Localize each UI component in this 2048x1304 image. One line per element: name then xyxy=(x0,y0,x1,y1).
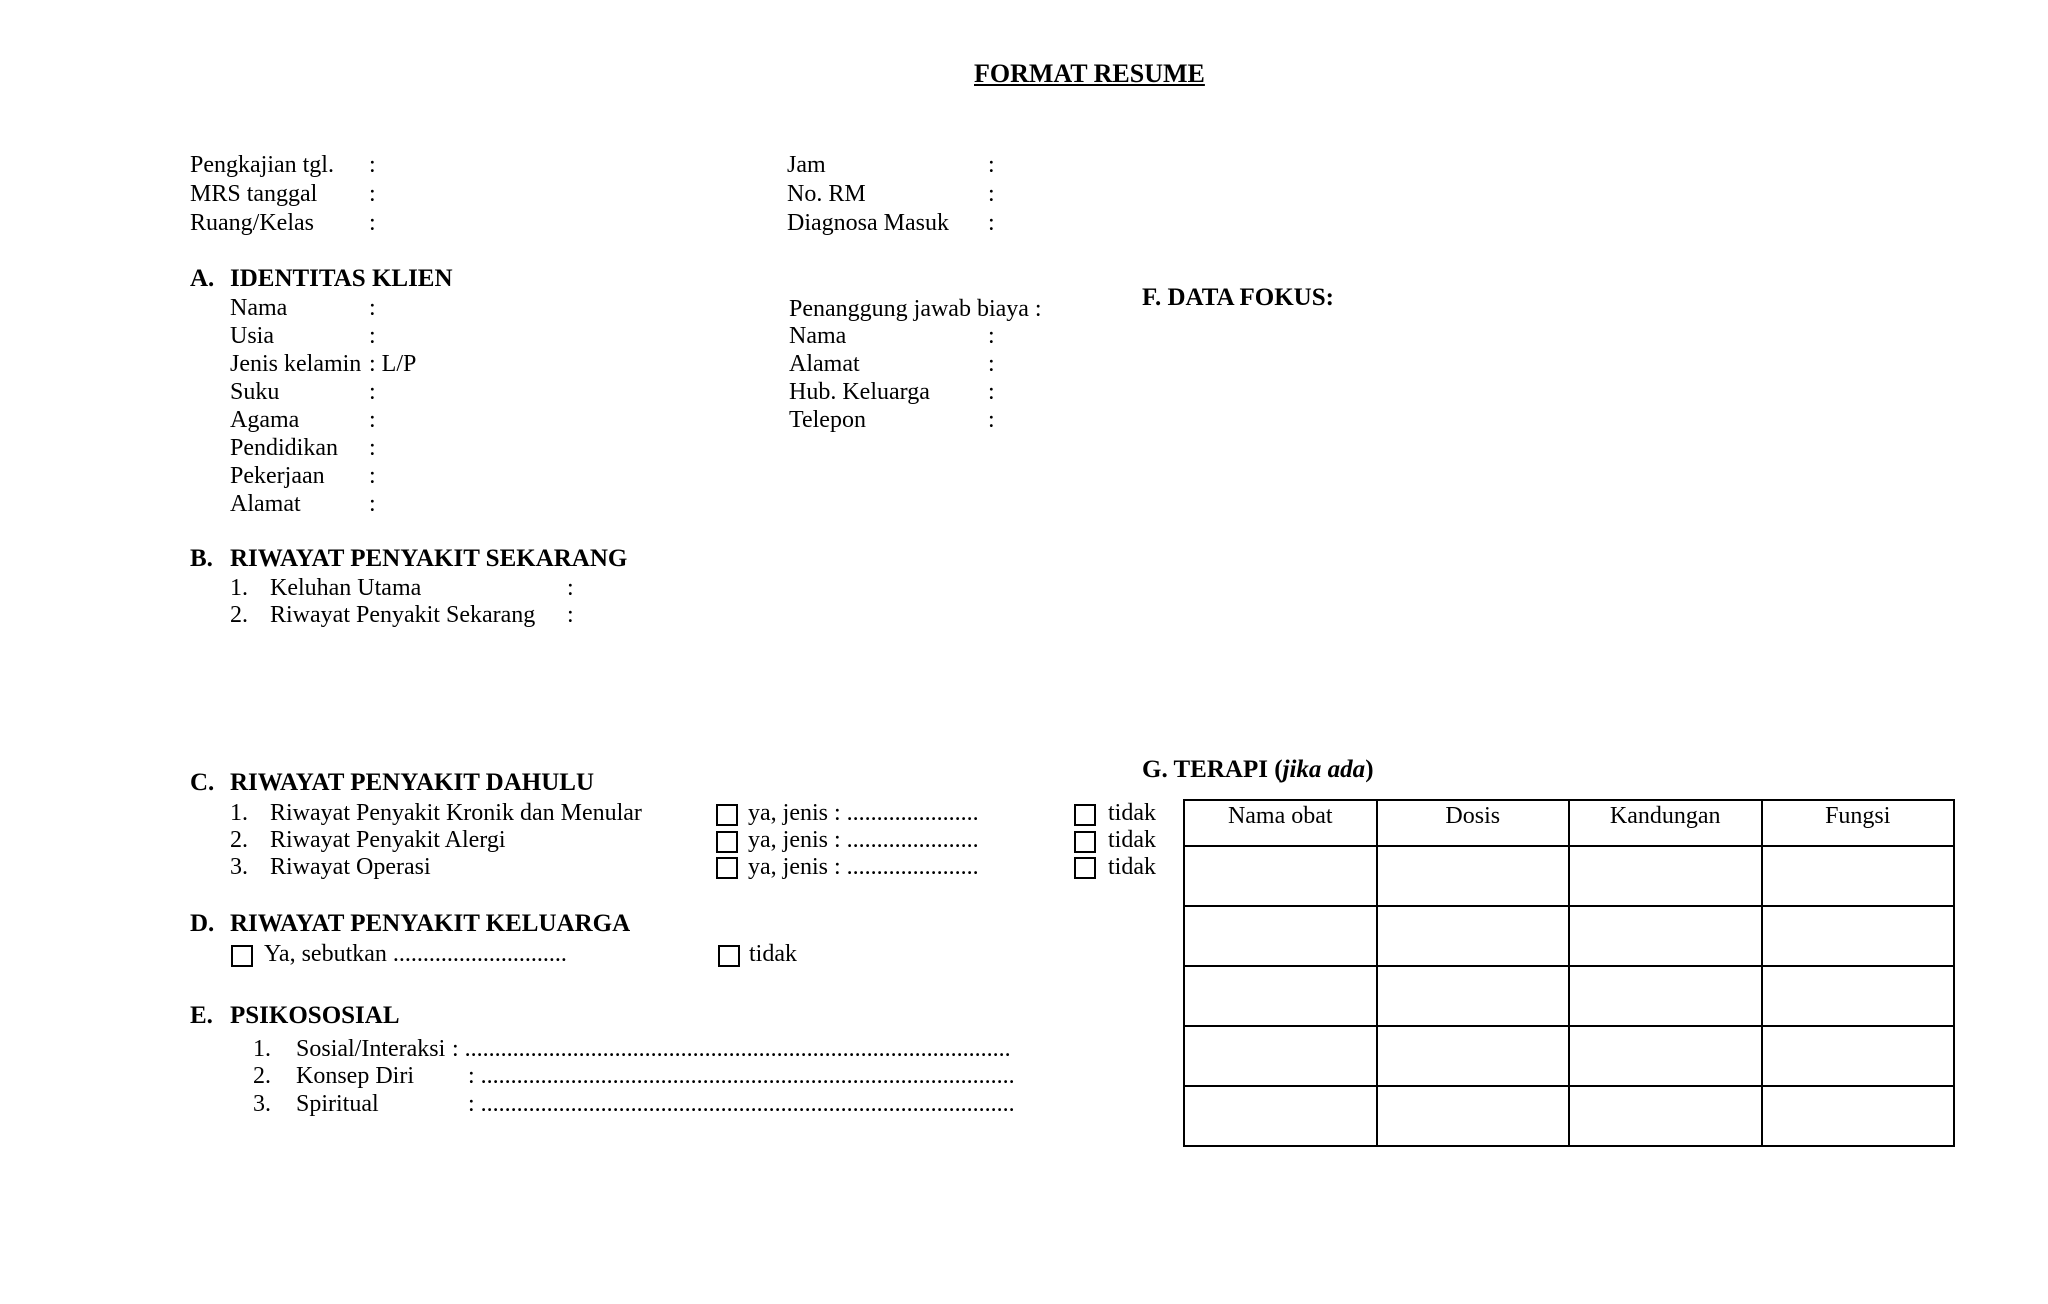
c-item-1-num: 1. xyxy=(230,800,248,826)
c-item-3-yes-checkbox[interactable] xyxy=(716,857,738,879)
jenis-kelamin-sep: : L/P xyxy=(369,351,417,377)
c-item-1-no-checkbox[interactable] xyxy=(1074,804,1096,826)
col-dosis: Dosis xyxy=(1377,800,1570,846)
table-cell[interactable] xyxy=(1569,1086,1762,1146)
c-item-3-label: Riwayat Operasi xyxy=(270,854,431,880)
agama-label: Agama xyxy=(230,407,300,433)
diagnosa-sep: : xyxy=(988,210,995,236)
pj-hub-label: Hub. Keluarga xyxy=(789,379,930,405)
section-g-title-main: G. TERAPI ( xyxy=(1142,756,1283,783)
section-g-title-end: ) xyxy=(1365,756,1374,783)
table-cell[interactable] xyxy=(1377,966,1570,1026)
jam-label: Jam xyxy=(787,152,826,178)
section-c-title: RIWAYAT PENYAKIT DAHULU xyxy=(230,769,595,796)
pekerjaan-sep: : xyxy=(369,463,376,489)
pengkajian-sep: : xyxy=(369,152,376,178)
d-no-label: tidak xyxy=(749,941,797,967)
c-item-2-yes-label: ya, jenis : ...................... xyxy=(748,827,979,853)
pj-telepon-label: Telepon xyxy=(789,407,866,433)
agama-sep: : xyxy=(369,407,376,433)
e-item-3-label: Spiritual xyxy=(296,1091,379,1117)
alamat-sep: : xyxy=(369,491,376,517)
table-row xyxy=(1184,966,1954,1026)
terapi-table xyxy=(1183,799,1955,1147)
table-cell[interactable] xyxy=(1569,906,1762,966)
table-cell[interactable] xyxy=(1762,906,1955,966)
suku-label: Suku xyxy=(230,379,280,405)
c-item-1-yes-checkbox[interactable] xyxy=(716,804,738,826)
penanggung-title: Penanggung jawab biaya : xyxy=(789,296,1042,322)
section-e-letter: E. xyxy=(190,1002,213,1029)
e-item-3-num: 3. xyxy=(253,1091,271,1117)
e-item-3-value: : ......................................................................................... xyxy=(468,1091,1015,1117)
norm-label: No. RM xyxy=(787,181,866,207)
mrs-label: MRS tanggal xyxy=(190,181,318,207)
c-item-1-label: Riwayat Penyakit Kronik dan Menular xyxy=(270,800,642,826)
section-a-title: IDENTITAS KLIEN xyxy=(230,265,453,292)
usia-sep: : xyxy=(369,323,376,349)
c-item-1-no-label: tidak xyxy=(1108,800,1156,826)
b-item-1-num: 1. xyxy=(230,575,248,601)
c-item-2-no-checkbox[interactable] xyxy=(1074,831,1096,853)
c-item-1-yes-label: ya, jenis : ...................... xyxy=(748,800,979,826)
e-item-1-num: 1. xyxy=(253,1036,271,1062)
table-cell[interactable] xyxy=(1377,1086,1570,1146)
pendidikan-sep: : xyxy=(369,435,376,461)
table-cell[interactable] xyxy=(1377,906,1570,966)
b-item-1-label: Keluhan Utama xyxy=(270,575,422,601)
section-b-title: RIWAYAT PENYAKIT SEKARANG xyxy=(230,545,628,572)
section-g-title xyxy=(1142,756,1374,784)
table-cell[interactable] xyxy=(1184,966,1377,1026)
pekerjaan-label: Pekerjaan xyxy=(230,463,325,489)
mrs-sep: : xyxy=(369,181,376,207)
table-cell[interactable] xyxy=(1762,1086,1955,1146)
b-item-2-label: Riwayat Penyakit Sekarang xyxy=(270,602,536,628)
table-cell[interactable] xyxy=(1762,966,1955,1026)
norm-sep: : xyxy=(988,181,995,207)
c-item-3-num: 3. xyxy=(230,854,248,880)
terapi-header-row xyxy=(1184,800,1954,846)
table-row xyxy=(1184,906,1954,966)
ruang-label: Ruang/Kelas xyxy=(190,210,314,236)
d-no-checkbox[interactable] xyxy=(718,945,740,967)
c-item-2-label: Riwayat Penyakit Alergi xyxy=(270,827,506,853)
e-item-2-label: Konsep Diri xyxy=(296,1063,414,1089)
pengkajian-label: Pengkajian tgl. xyxy=(190,152,334,178)
section-f-title: F. DATA FOKUS: xyxy=(1142,284,1334,311)
section-a-letter: A. xyxy=(190,265,215,292)
table-cell[interactable] xyxy=(1569,966,1762,1026)
pj-telepon-sep: : xyxy=(988,407,995,433)
table-row xyxy=(1184,846,1954,906)
section-g-title-italic: jika ada xyxy=(1282,756,1366,783)
section-d-title: RIWAYAT PENYAKIT KELUARGA xyxy=(230,910,631,937)
pj-alamat-label: Alamat xyxy=(789,351,860,377)
nama-label: Nama xyxy=(230,295,288,321)
jam-sep: : xyxy=(988,152,995,178)
section-e-title: PSIKOSOSIAL xyxy=(230,1002,400,1029)
table-cell[interactable] xyxy=(1377,846,1570,906)
c-item-2-no-label: tidak xyxy=(1108,827,1156,853)
c-item-2-num: 2. xyxy=(230,827,248,853)
col-fungsi: Fungsi xyxy=(1762,800,1955,846)
section-b-letter: B. xyxy=(190,545,213,572)
col-kandungan: Kandungan xyxy=(1569,800,1762,846)
col-nama-obat: Nama obat xyxy=(1184,800,1377,846)
section-c-letter: C. xyxy=(190,769,215,796)
table-cell[interactable] xyxy=(1184,846,1377,906)
d-yes-checkbox[interactable] xyxy=(231,945,253,967)
ruang-sep: : xyxy=(369,210,376,236)
table-row xyxy=(1184,1026,1954,1086)
pj-hub-sep: : xyxy=(988,379,995,405)
table-row xyxy=(1184,1086,1954,1146)
c-item-3-no-checkbox[interactable] xyxy=(1074,857,1096,879)
pj-nama-label: Nama xyxy=(789,323,847,349)
b-item-2-sep: : xyxy=(567,602,574,628)
c-item-2-yes-checkbox[interactable] xyxy=(716,831,738,853)
b-item-1-sep: : xyxy=(567,575,574,601)
table-cell[interactable] xyxy=(1377,1026,1570,1086)
c-item-3-no-label: tidak xyxy=(1108,854,1156,880)
c-item-3-yes-label: ya, jenis : ...................... xyxy=(748,854,979,880)
table-cell[interactable] xyxy=(1184,1086,1377,1146)
e-item-1-label: Sosial/Interaksi xyxy=(296,1036,446,1062)
table-cell[interactable] xyxy=(1762,846,1955,906)
pj-alamat-sep: : xyxy=(988,351,995,377)
b-item-2-num: 2. xyxy=(230,602,248,628)
e-item-2-value: : ......................................................................................... xyxy=(468,1063,1015,1089)
alamat-label: Alamat xyxy=(230,491,301,517)
diagnosa-label: Diagnosa Masuk xyxy=(787,210,949,236)
e-item-1-value: : ........................................................................................... xyxy=(452,1036,1011,1062)
pendidikan-label: Pendidikan xyxy=(230,435,338,461)
table-cell[interactable] xyxy=(1184,906,1377,966)
table-cell[interactable] xyxy=(1569,1026,1762,1086)
d-yes-label: Ya, sebutkan ............................. xyxy=(264,941,567,967)
section-d-letter: D. xyxy=(190,910,215,937)
jenis-kelamin-label: Jenis kelamin xyxy=(230,351,362,377)
pj-nama-sep: : xyxy=(988,323,995,349)
table-cell[interactable] xyxy=(1569,846,1762,906)
nama-sep: : xyxy=(369,295,376,321)
table-cell[interactable] xyxy=(1184,1026,1377,1086)
suku-sep: : xyxy=(369,379,376,405)
document-title: FORMAT RESUME xyxy=(974,59,1205,88)
table-cell[interactable] xyxy=(1762,1026,1955,1086)
e-item-2-num: 2. xyxy=(253,1063,271,1089)
usia-label: Usia xyxy=(230,323,274,349)
